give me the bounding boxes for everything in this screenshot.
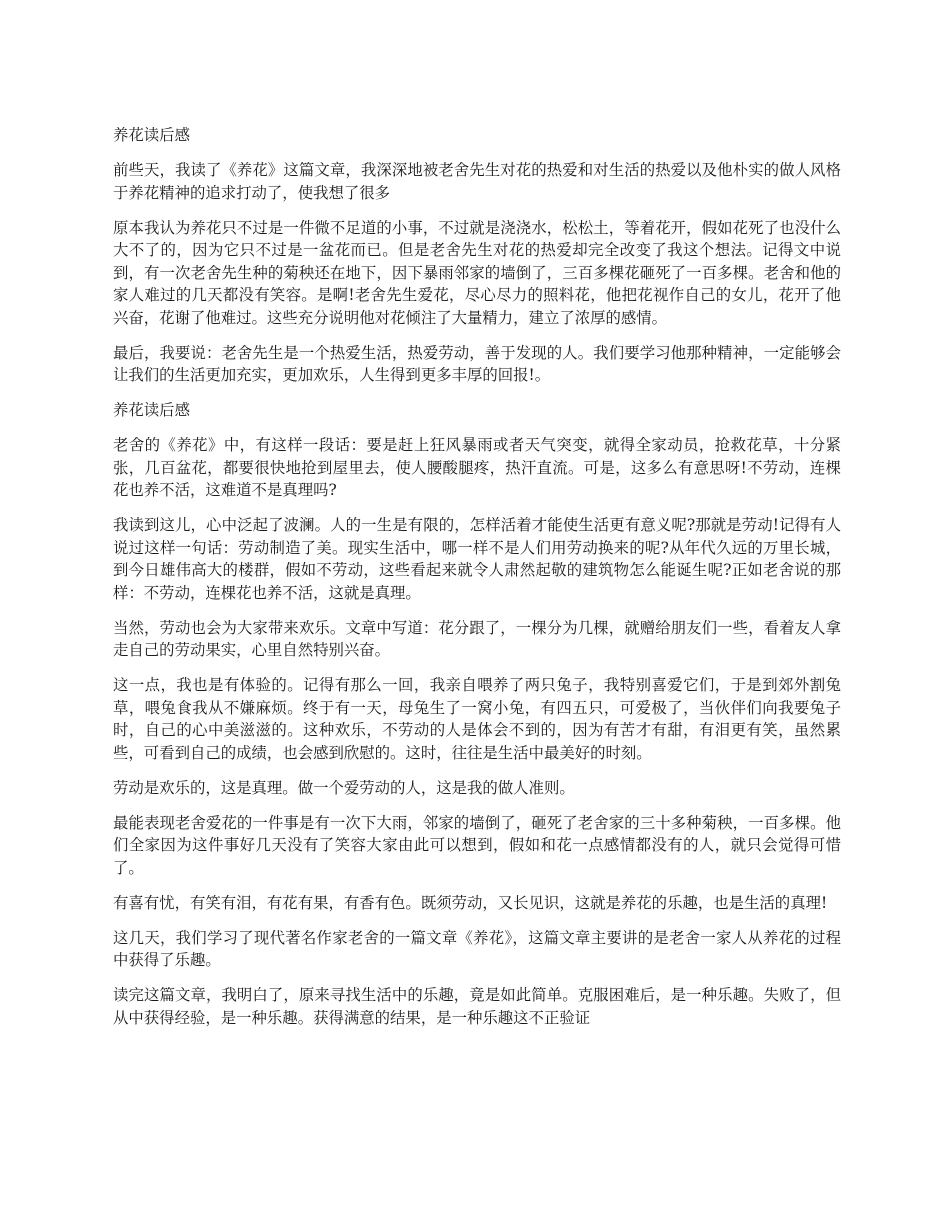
paragraph: 这一点，我也是有体验的。记得有那么一回，我亲自喂养了两只兔子，我特别喜爱它们，于是到郊外割兔草，喂兔食我从不嫌麻烦。终于有一天，母兔生了一窝小兔，有四五只，可爱极了，当伙伴们向我要兔子时，自己的心中美滋滋的。这种欢乐，不劳动的人是体会不到的，因为有苦才有甜，有泪更有笑，虽然累些，可看到自己的成绩，也会感到欣慰的。这时，往往是生活中最美好的时刻。: [113, 676, 841, 762]
paragraph: 最能表现老舍爱花的一件事是有一次下大雨，邻家的墙倒了，砸死了老舍家的三十多种菊秧，一百多棵。他们全家因为这件事好几天没有了笑容大家由此可以想到，假如和花一点感情都没有的人，就只会觉得可惜了。: [113, 813, 841, 877]
document-body: [113, 124, 841, 1042]
paragraph-title: 养花读后感: [113, 126, 190, 144]
paragraph: 老舍的《养花》中，有这样一段话：要是赶上狂风暴雨或者天气突变，就得全家动员，抢救花草，十分紧张，几百盆花，都要很快地抢到屋里去，使人腰酸腿疼，热汗直流。可是，这多么有意思呀!不劳动，连棵花也养不活，这难道不是真理吗?: [113, 436, 841, 499]
paragraph: 最后，我要说：老舍先生是一个热爱生活，热爱劳动，善于发现的人。我们要学习他那种精神，一定能够会让我们的生活更加充实，更加欢乐，人生得到更多丰厚的回报!。: [113, 343, 841, 384]
paragraph: 我读到这儿，心中泛起了波澜。人的一生是有限的，怎样活着才能使生活更有意义呢?那就是劳动!记得有人说过这样一句话：劳动制造了美。现实生活中，哪一样不是人们用劳动换来的呢?从年代久远的万里长城，到今日雄伟高大的楼群，假如不劳动，这些看起来就令人肃然起敬的建筑物怎么能诞生呢?正如老舍说的那样：不劳动，连棵花也养不活，这就是真理。: [113, 516, 841, 602]
paragraph: 读完这篇文章，我明白了，原来寻找生活中的乐趣，竟是如此简单。克服困难后，是一种乐趣。失败了，但从中获得经验，是一种乐趣。获得满意的结果，是一种乐趣这不正验证: [113, 986, 841, 1027]
paragraph: 当然，劳动也会为大家带来欢乐。文章中写道：花分跟了，一棵分为几棵，就赠给朋友们一些，看着友人拿走自己的劳动果实，心里自然特别兴奋。: [113, 618, 841, 659]
paragraph: 有喜有忧，有笑有泪，有花有果，有香有色。既须劳动，又长见识，这就是养花的乐趣，也是生活的真理!: [113, 893, 828, 912]
paragraph: 劳动是欢乐的，这是真理。做一个爱劳动的人，这是我的做人准则。: [113, 778, 575, 797]
paragraph: 这几天，我们学习了现代著名作家老舍的一篇文章《养花》，这篇文章主要讲的是老舍一家人从养花的过程中获得了乐趣。: [113, 928, 841, 969]
paragraph: 前些天，我读了《养花》这篇文章，我深深地被老舍先生对花的热爱和对生活的热爱以及他朴实的做人风格于养花精神的追求打动了，使我想了很多: [113, 161, 841, 202]
paragraph-title: 养花读后感: [113, 401, 190, 419]
paragraph: 原本我认为养花只不过是一件微不足道的小事，不过就是浇浇水，松松土，等着花开，假如花死了也没什么大不了的，因为它只不过是一盆花而已。但是老舍先生对花的热爱却完全改变了我这个想法。记得文中说到，有一次老舍先生种的菊秧还在地下，因下暴雨邻家的墙倒了，三百多棵花砸死了一百多棵。老舍和他的家人难过的几天都没有笑容。是啊!老舍先生爱花，尽心尽力的照料花，他把花视作自己的女儿，花开了他兴奋，花谢了他难过。这些充分说明他对花倾注了大量精力，建立了浓厚的感情。: [113, 218, 841, 327]
